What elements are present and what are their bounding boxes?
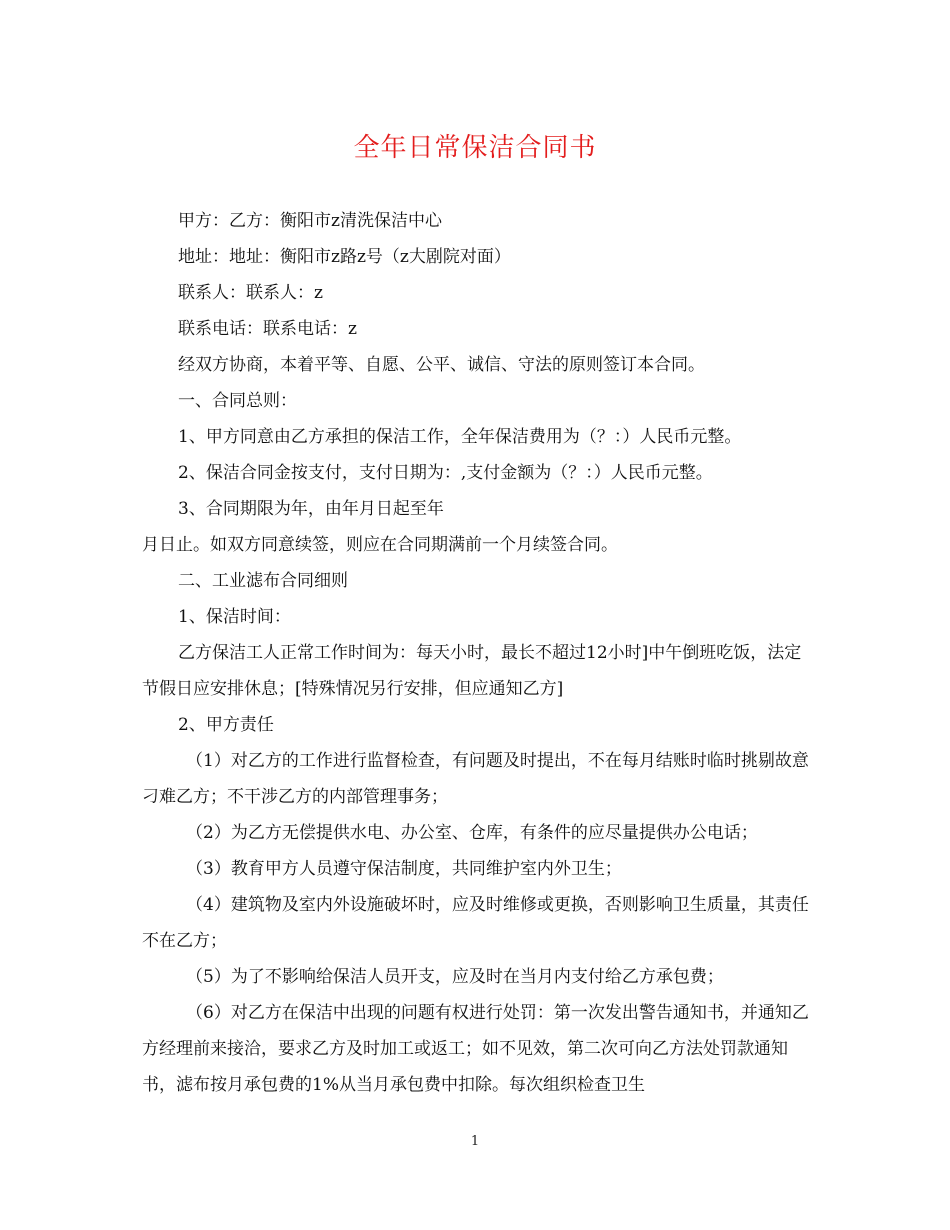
section-heading-details: 二、工业滤布合同细则	[178, 571, 348, 591]
paragraph-address: 地址：地址：衡阳市z路z号（z大剧院对面）	[178, 247, 511, 267]
paragraph-duty-4: （4）建筑物及室内外设施破坏时，应及时维修或更换，否则影响卫生质量，其责任不在乙方；	[142, 895, 809, 951]
paragraph-preamble: 经双方协商，本着平等、自愿、公平、诚信、守法的原则签订本合同。	[178, 355, 705, 375]
paragraph-contact-person: 联系人：联系人：z	[178, 283, 323, 303]
paragraph-party-a-b: 甲方：乙方：衡阳市z清洗保洁中心	[178, 211, 442, 231]
paragraph-clause-3-continued: 月日止。如双方同意续签，则应在合同期满前一个月续签合同。	[142, 535, 618, 555]
paragraph-clause-2: 2、保洁合同金按支付，支付日期为：,支付金额为（？：）人民币元整。	[178, 463, 713, 483]
paragraph-duty-5: （5）为了不影响给保洁人员开支，应及时在当月内支付给乙方承包费；	[186, 967, 724, 987]
paragraph-duty-2: （2）为乙方无偿提供水电、办公室、仓库，有条件的应尽量提供办公电话；	[186, 823, 758, 843]
document-title: 全年日常保洁合同书	[353, 133, 597, 163]
paragraph-clause-1: 1、甲方同意由乙方承担的保洁工作，全年保洁费用为（？：）人民币元整。	[178, 427, 742, 447]
subheading-party-a-duties: 2、甲方责任	[178, 715, 274, 735]
paragraph-working-hours: 乙方保洁工人正常工作时间为：每天小时，最长不超过12小时]中午倒班吃饭，法定节假日应安排休息；[特殊情况另行安排，但应通知乙方]	[142, 643, 802, 699]
paragraph-contact-phone: 联系电话：联系电话：z	[178, 319, 357, 339]
section-heading-general: 一、合同总则：	[178, 391, 297, 411]
paragraph-duty-1: （1）对乙方的工作进行监督检查，有问题及时提出，不在每月结账时临时挑剔故意刁难乙方；不干涉乙方的内部管理事务；	[142, 751, 809, 807]
paragraph-duty-6: （6）对乙方在保洁中出现的问题有权进行处罚：第一次发出警告通知书，并通知乙方经理前来接洽，要求乙方及时加工或返工；如不见效，第二次可向乙方法处罚款通知书，滤布按月承包费的1%从当月承包费中扣除。每次组织检查卫生	[142, 1003, 809, 1095]
document-body	[142, 203, 810, 1103]
subheading-cleaning-time: 1、保洁时间：	[178, 607, 291, 627]
page-number: 1	[470, 1134, 480, 1149]
paragraph-clause-3: 3、合同期限为年，由年月日起至年	[178, 499, 444, 519]
paragraph-duty-3: （3）教育甲方人员遵守保洁制度，共同维护室内外卫生；	[186, 859, 622, 879]
